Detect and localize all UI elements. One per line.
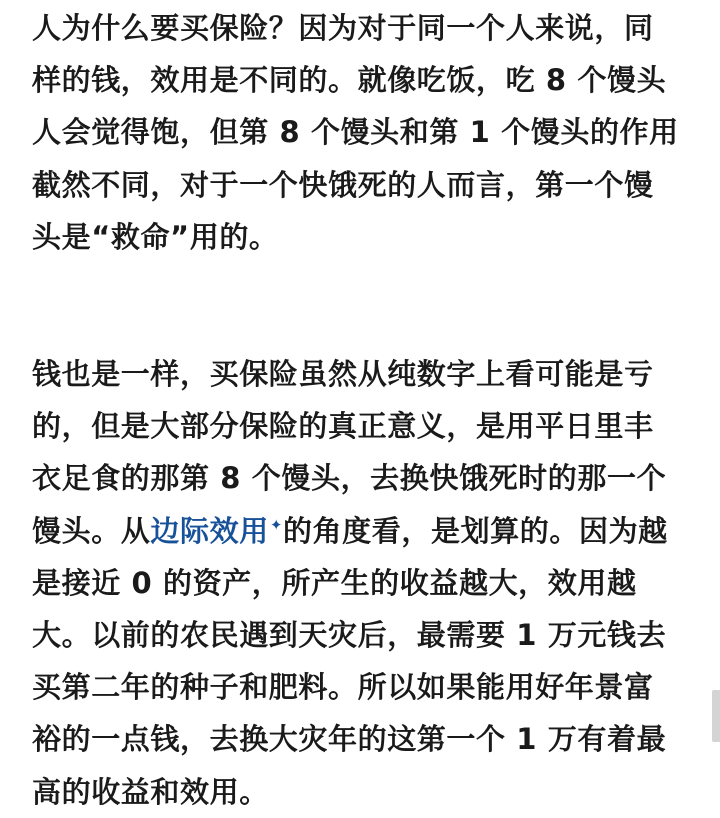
article-body bbox=[32, 0, 682, 818]
marginal-utility-link[interactable]: 边际效用 bbox=[150, 513, 269, 548]
paragraph-text-after-link: 的角度看，是划算的。因为越是接近 0 的资产，所产生的收益越大，效用越大。以前的农民遇到天灾后，最需要 1 万元钱去买第二年的种子和肥料。所以如果能用好年景富裕的一点钱，去换大灾年的这第一个 1 万有着最高的收益和效用。 bbox=[32, 513, 668, 809]
scrollbar-thumb[interactable] bbox=[712, 690, 720, 742]
link-sparkle-icon[interactable]: ✦ bbox=[269, 515, 283, 534]
paragraph-text-before-link: 钱也是一样，买保险虽然从纯数字上看可能是亏的，但是大部分保险的真正意义，是用平日里丰衣足食的那第 8 个馒头，去换快饿死时的那一个馒头。从 bbox=[32, 357, 667, 548]
paragraph-marginal-utility bbox=[32, 348, 682, 818]
paragraph-insurance-reason: 人为什么要买保险？因为对于同一个人来说，同样的钱，效用是不同的。就像吃饭，吃 8 个馒头人会觉得饱，但第 8 个馒头和第 1 个馒头的作用截然不同，对于一个快饿死的人而言，第一个馒头是“救命”用的。 bbox=[32, 11, 679, 254]
